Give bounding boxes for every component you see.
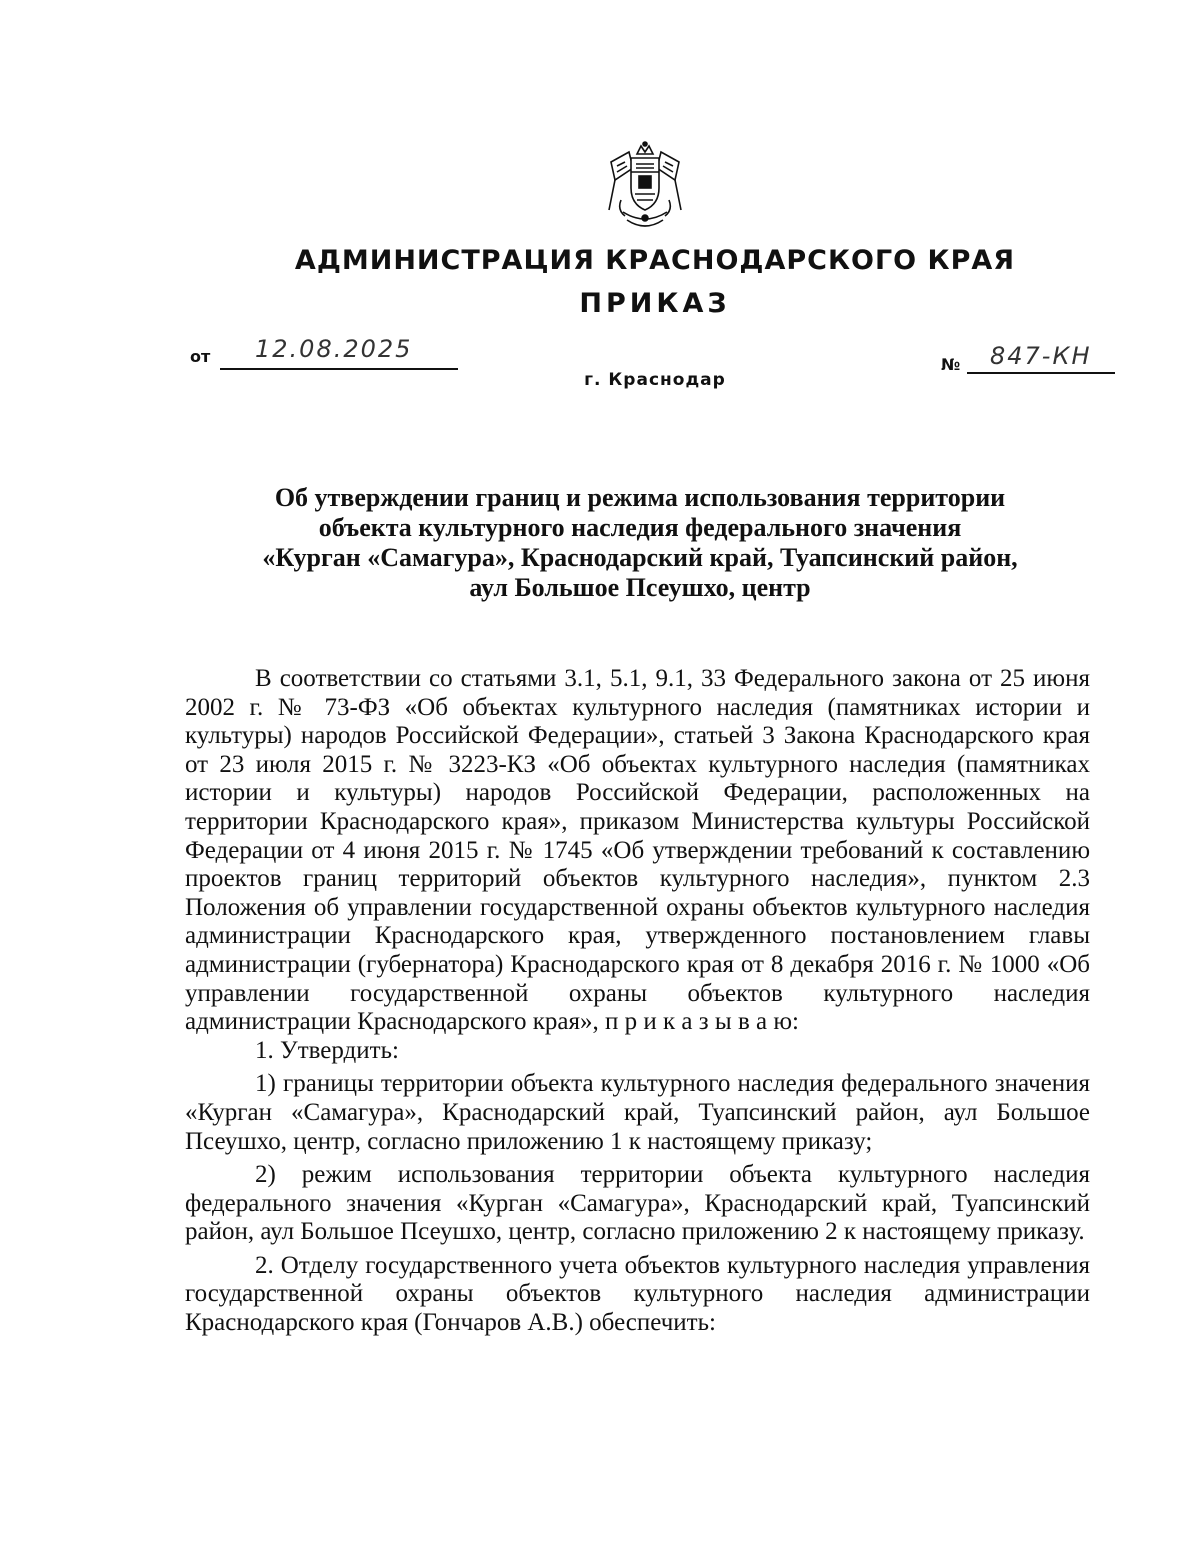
item-1: 1. Утвердить: bbox=[255, 1036, 399, 1064]
document-heading bbox=[200, 483, 1080, 603]
document-type: ПРИКАЗ bbox=[579, 288, 731, 319]
heading-line: «Курган «Самагура», Краснодарский край, Туапсинский район, bbox=[262, 543, 1018, 572]
heading-line: объекта культурного наследия федерального значения bbox=[318, 513, 962, 542]
number-label: № bbox=[941, 355, 961, 374]
coat-of-arms-emblem bbox=[603, 140, 687, 232]
number-value: 847-КН bbox=[990, 342, 1092, 370]
date-label: от bbox=[190, 347, 211, 366]
item-1-1: 1) границы территории объекта культурного наследия федерального значения «Курган «Самагура», Краснодарский край, Туапсинский район, аул Большое Псеушхо, центр, согласно приложению 1 к настоящему приказу; bbox=[185, 1070, 1090, 1155]
item-2: 2. Отделу государственного учета объектов культурного наследия управления государственной охраны объектов культурного наследия администрации Краснодарского края (Гончаров А.В.) обеспечить: bbox=[185, 1251, 1090, 1337]
city: г. Краснодар bbox=[584, 370, 726, 390]
heading-line: аул Большое Псеушхо, центр bbox=[469, 573, 811, 602]
organization-title: АДМИНИСТРАЦИЯ КРАСНОДАРСКОГО КРАЯ bbox=[294, 245, 1016, 276]
document-body bbox=[185, 665, 1090, 1338]
item-1-2: 2) режим использования территории объекта культурного наследия федерального значения «Курган «Самагура», Краснодарский край, Туапсинский район, аул Большое Псеушхо, центр, согласно приложению 2 к настоящему приказу. bbox=[185, 1161, 1090, 1246]
heading-line: Об утверждении границ и режима использования территории bbox=[274, 483, 1006, 512]
preamble-paragraph: В соответствии со статьями 3.1, 5.1, 9.1, 33 Федерального закона от 25 июня 2002 г. № 73-ФЗ «Об объектах культурного наследия (памятниках истории и культуры) народов Российской Федерации», статьей 3 Закона Краснодарского края от 23 июля 2015 г. № 3223-КЗ «Об объектах культурного наследия (памятниках истории и культуры) народов Российской Федерации, расположенных на территории Краснодарского края», приказом Министерства культуры Российской Федерации от 4 июня 2015 г. № 1745 «Об утверждении требований к составлению проектов границ территорий объектов культурного наследия», пунктом 2.3 Положения об управлении государственной охраны объектов культурного наследия администрации Краснодарского края, утвержденного постановлением главы администрации (губернатора) Краснодарского края от 8 декабря 2016 г. № 1000 «Об управлении государственной охраны объектов культурного наследия администрации Краснодарского края», п р и к а з ы в а ю: bbox=[185, 665, 1090, 1036]
date-value: 12.08.2025 bbox=[255, 335, 413, 363]
